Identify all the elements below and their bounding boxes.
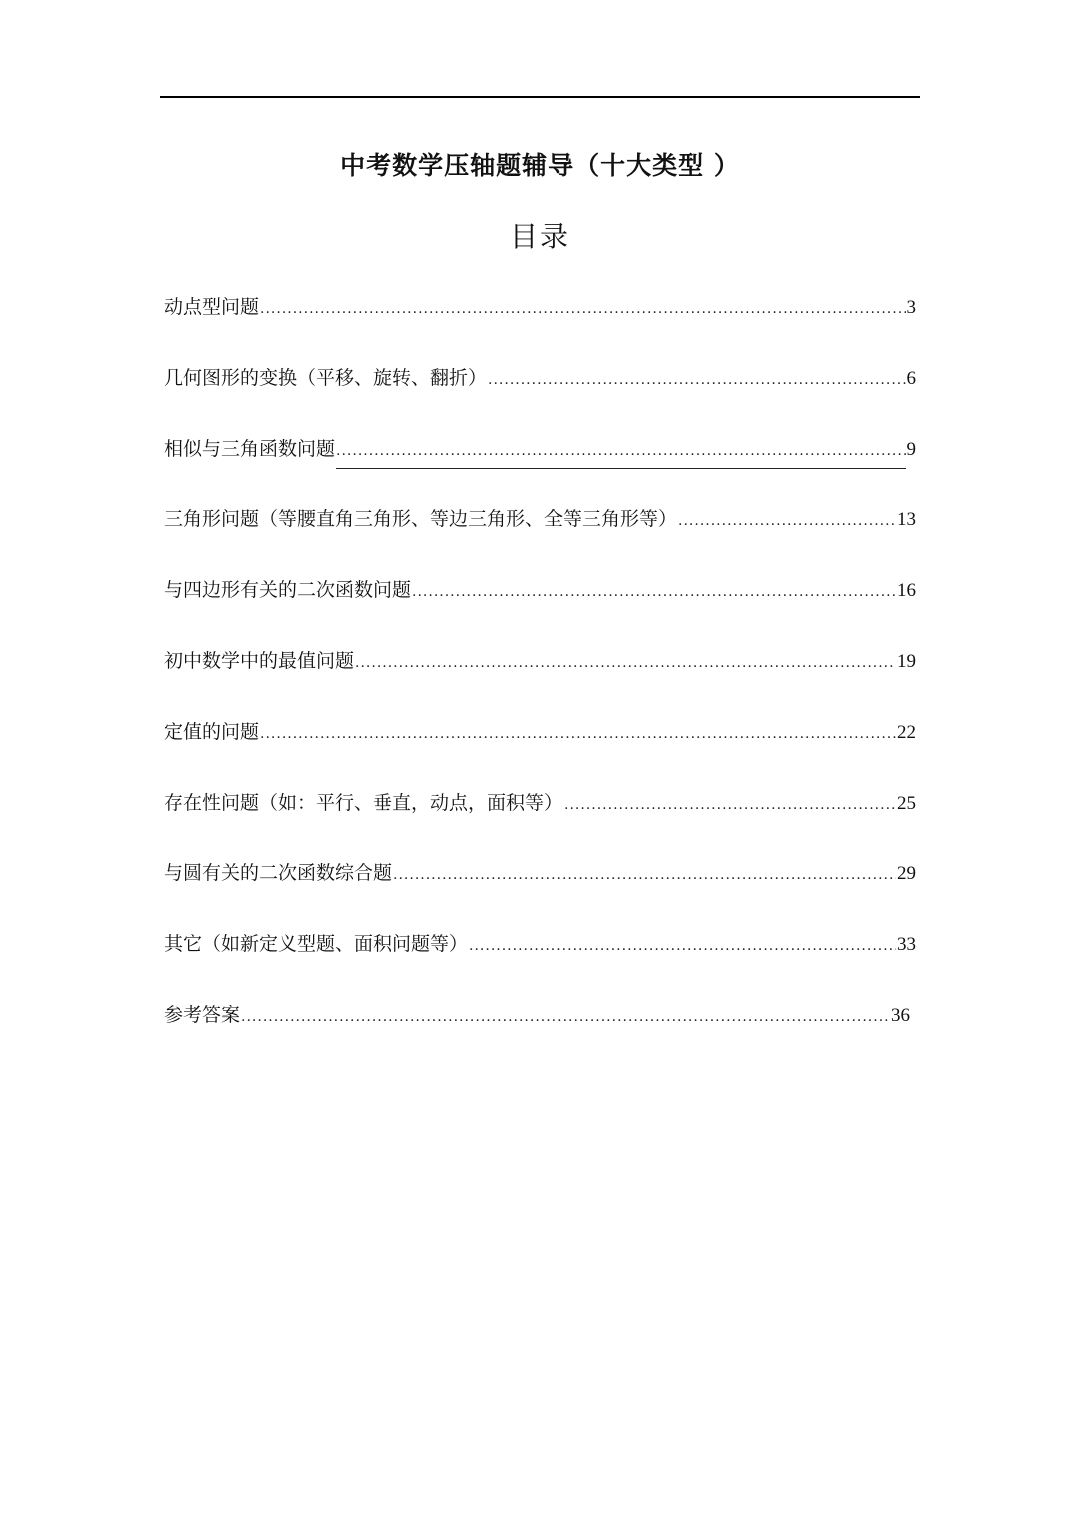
toc-entry-similarity-trig[interactable] — [164, 432, 916, 503]
toc-entry-page: 22 — [897, 721, 916, 743]
toc-entry-title: 初中数学中的最值问题 — [164, 649, 355, 672]
toc-entry-title: 三角形问题（等腰直角三角形、等边三角形、全等三角形等） — [164, 508, 678, 531]
toc-dot-leader — [241, 1000, 890, 1034]
toc-entry-triangle[interactable] — [164, 502, 916, 573]
toc-dot-leader — [469, 929, 896, 963]
toc-dot-leader — [336, 434, 905, 469]
toc-entry-page: 25 — [897, 792, 916, 814]
toc-entry-title: 与四边形有关的二次函数问题 — [164, 579, 412, 602]
toc-entry-page: 6 — [906, 367, 916, 389]
toc-entry-title: 与圆有关的二次函数综合题 — [164, 862, 393, 885]
toc-entry-page: 33 — [897, 934, 916, 956]
toc-entry-other[interactable] — [164, 927, 916, 998]
toc-entry-answers[interactable] — [164, 998, 916, 1069]
toc-entry-page: 16 — [897, 580, 916, 602]
toc-dot-leader — [678, 504, 896, 538]
toc-entry-title: 定值的问题 — [164, 720, 260, 743]
toc-entry-page: 36 — [891, 1004, 910, 1026]
toc-entry-title: 存在性问题（如：平行、垂直，动点，面积等） — [164, 791, 564, 814]
toc-dot-leader — [260, 717, 896, 751]
toc-entry-page: 29 — [897, 863, 916, 885]
toc-entry-title: 动点型问题 — [164, 296, 260, 318]
toc-entry-title: 几何图形的变换（平移、旋转、翻折） — [164, 366, 488, 389]
toc-dot-leader — [260, 292, 905, 326]
toc-dot-leader — [355, 646, 896, 680]
toc-entry-circle-quadratic[interactable] — [164, 856, 916, 927]
toc-dot-leader — [488, 363, 905, 397]
toc-entry-title: 参考答案 — [164, 1003, 241, 1026]
toc-entry-page: 3 — [906, 297, 916, 318]
document-title: 中考数学压轴题辅导（十大类型 ） — [340, 151, 740, 180]
toc-entry-existence[interactable] — [164, 786, 916, 857]
toc-dot-leader — [564, 788, 896, 822]
toc-entry-dynamic-point[interactable] — [164, 290, 916, 361]
toc-entry-quadrilateral-quadratic[interactable] — [164, 573, 916, 644]
toc-entry-title: 相似与三角函数问题 — [164, 437, 336, 460]
toc-entry-extreme-value[interactable] — [164, 644, 916, 715]
toc-entry-fixed-value[interactable] — [164, 715, 916, 786]
toc-dot-leader — [412, 575, 896, 609]
toc-entry-title: 其它（如新定义型题、面积问题等） — [164, 933, 469, 956]
toc-dot-leader — [393, 858, 896, 892]
table-of-contents — [164, 290, 916, 1069]
toc-entry-page: 13 — [897, 509, 916, 531]
toc-heading: 目录 — [509, 220, 570, 253]
toc-entry-page: 19 — [897, 650, 916, 672]
header-rule — [160, 96, 920, 98]
toc-entry-geometric-transform[interactable] — [164, 361, 916, 432]
toc-entry-page: 9 — [906, 438, 916, 460]
